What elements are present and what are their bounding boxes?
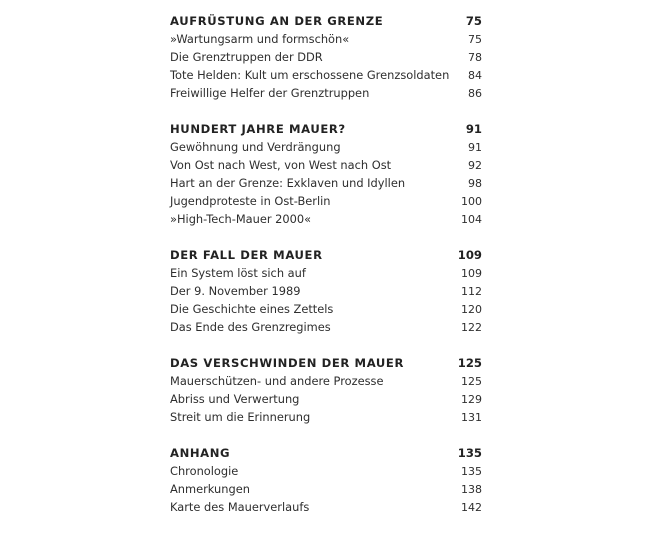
- toc-entry[interactable]: [170, 480, 482, 498]
- toc-section-verschwinden: [170, 354, 482, 426]
- toc-entry[interactable]: [170, 462, 482, 480]
- entry-title: Gewöhnung und Verdrängung: [170, 140, 341, 154]
- section-page-number: 135: [457, 446, 482, 460]
- entry-title: Ein System löst sich auf: [170, 266, 306, 280]
- entry-title: Die Geschichte eines Zettels: [170, 302, 334, 316]
- table-of-contents: [170, 12, 482, 534]
- section-heading[interactable]: [170, 120, 482, 138]
- toc-entry[interactable]: [170, 48, 482, 66]
- entry-page-number: 131: [461, 411, 482, 424]
- entry-title: Streit um die Erinnerung: [170, 410, 311, 424]
- entry-title: Hart an der Grenze: Exklaven und Idyllen: [170, 176, 406, 190]
- toc-entry[interactable]: [170, 300, 482, 318]
- toc-entry[interactable]: [170, 390, 482, 408]
- toc-entry[interactable]: [170, 192, 482, 210]
- toc-entry[interactable]: [170, 30, 482, 48]
- entry-title: Anmerkungen: [170, 482, 250, 496]
- toc-entry[interactable]: [170, 174, 482, 192]
- entry-page-number: 78: [468, 51, 482, 64]
- section-heading[interactable]: [170, 444, 482, 462]
- entry-page-number: 92: [468, 159, 482, 172]
- section-heading[interactable]: [170, 354, 482, 372]
- entry-page-number: 109: [461, 267, 482, 280]
- entry-title: »High-Tech-Mauer 2000«: [170, 212, 312, 226]
- toc-entry[interactable]: [170, 156, 482, 174]
- section-heading[interactable]: [170, 246, 482, 264]
- toc-entry[interactable]: [170, 498, 482, 516]
- entry-page-number: 129: [461, 393, 482, 406]
- toc-section-fall-der-mauer: [170, 246, 482, 336]
- entry-title: »Wartungsarm und formschön«: [170, 32, 350, 46]
- entry-title: Chronologie: [170, 464, 239, 478]
- entry-title: Tote Helden: Kult um erschossene Grenzsoldaten: [170, 68, 450, 82]
- entry-title: Mauerschützen- und andere Prozesse: [170, 374, 384, 388]
- entry-title: Jugendproteste in Ost-Berlin: [170, 194, 331, 208]
- toc-entry[interactable]: [170, 66, 482, 84]
- toc-section-aufruestung: [170, 12, 482, 102]
- section-title: DER FALL DER MAUER: [170, 248, 323, 262]
- entry-title: Abriss und Verwertung: [170, 392, 300, 406]
- entry-title: Freiwillige Helfer der Grenztruppen: [170, 86, 370, 100]
- toc-entry[interactable]: [170, 264, 482, 282]
- entry-title: Die Grenztruppen der DDR: [170, 50, 323, 64]
- entry-page-number: 98: [468, 177, 482, 190]
- entry-page-number: 104: [461, 213, 482, 226]
- section-title: DAS VERSCHWINDEN DER MAUER: [170, 356, 404, 370]
- section-page-number: 75: [465, 14, 482, 28]
- entry-title: Karte des Mauerverlaufs: [170, 500, 310, 514]
- entry-page-number: 142: [461, 501, 482, 514]
- section-heading[interactable]: [170, 12, 482, 30]
- entry-page-number: 91: [468, 141, 482, 154]
- section-title: HUNDERT JAHRE MAUER?: [170, 122, 346, 136]
- toc-section-anhang: [170, 444, 482, 516]
- section-page-number: 109: [457, 248, 482, 262]
- entry-title: Das Ende des Grenzregimes: [170, 320, 331, 334]
- entry-page-number: 100: [461, 195, 482, 208]
- entry-title: Von Ost nach West, von West nach Ost: [170, 158, 392, 172]
- toc-entry[interactable]: [170, 318, 482, 336]
- entry-page-number: 75: [468, 33, 482, 46]
- toc-entry[interactable]: [170, 138, 482, 156]
- toc-entry[interactable]: [170, 408, 482, 426]
- toc-entry[interactable]: [170, 210, 482, 228]
- toc-section-hundert-jahre: [170, 120, 482, 228]
- entry-page-number: 138: [461, 483, 482, 496]
- toc-entry[interactable]: [170, 84, 482, 102]
- section-page-number: 125: [457, 356, 482, 370]
- toc-entry[interactable]: [170, 372, 482, 390]
- entry-page-number: 120: [461, 303, 482, 316]
- entry-page-number: 125: [461, 375, 482, 388]
- entry-page-number: 122: [461, 321, 482, 334]
- entry-title: Der 9. November 1989: [170, 284, 301, 298]
- section-title: AUFRÜSTUNG AN DER GRENZE: [170, 14, 384, 28]
- entry-page-number: 112: [461, 285, 482, 298]
- entry-page-number: 135: [461, 465, 482, 478]
- section-title: ANHANG: [170, 446, 231, 460]
- entry-page-number: 86: [468, 87, 482, 100]
- toc-entry[interactable]: [170, 282, 482, 300]
- section-page-number: 91: [465, 122, 482, 136]
- entry-page-number: 84: [468, 69, 482, 82]
